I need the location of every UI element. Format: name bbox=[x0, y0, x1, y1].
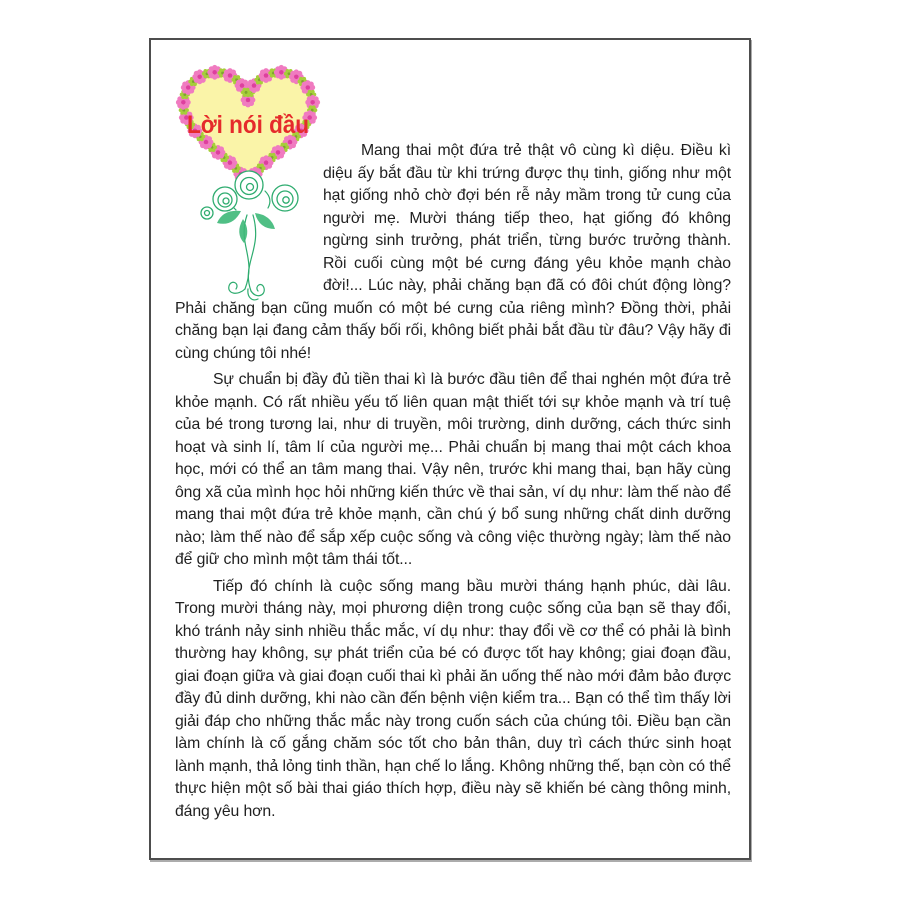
paragraph-2: Sự chuẩn bị đầy đủ tiền thai kì là bước đầu tiên để thai nghén một đứa trẻ khỏe mạnh. Có rất nhiều yếu tố liên quan mật thiết tới sự khỏe mạnh và trí tuệ của bé trong tương lai, như di truyền, môi trường, dinh dưỡng, cách thức sinh hoạt và sinh lí, tâm lí của người mẹ... Phải chuẩn bị mang thai một cách khoa học, mới có thể an tâm mang thai. Vậy nên, trước khi mang thai, bạn hãy cùng ông xã của mình học hỏi những kiến thức về thai sản, ví dụ như: làm thế nào để mang thai một đứa trẻ khỏe mạnh, cần chú ý bổ sung những chất dinh dưỡng nào; làm thế nào để sắp xếp cuộc sống và công việc thường ngày; làm thế nào để giữ cho mình một tâm thái tốt... bbox=[175, 371, 731, 568]
rose-bouquet-icon bbox=[201, 171, 298, 300]
book-page bbox=[149, 38, 751, 860]
paragraph-3: Tiếp đó chính là cuộc sống mang bầu mười tháng hạnh phúc, dài lâu. Trong mười tháng này, mọi phương diện trong cuộc sống của bạn sẽ thay đổi, khó tránh nảy sinh nhiều thắc mắc, ví dụ như: thay đổi về cơ thể có phải là bình thường hay không, sự phát triển của bé có được tốt hay không; giai đoạn đầu, giai đoạn giữa và giai đoạn cuối thai kì phải ăn uống thế nào mới đảm bảo được đầy đủ dinh dưỡng, khi nào cần đến bệnh viện kiểm tra... Bạn có thể tìm thấy lời giải đáp cho những thắc mắc này trong cuốn sách của chúng tôi. Điều bạn cần làm chính là cố gắng chăm sóc tốt cho bản thân, duy trì cách thức sinh hoạt lành mạnh, thả lỏng tinh thần, hạn chế lo lắng. Không những thế, bạn còn có thể thực hiện một số bài thai giáo thích hợp, điều này sẽ khiến bé càng thông minh, đáng yêu hơn. bbox=[175, 577, 731, 820]
preface-heart-illustration bbox=[171, 65, 321, 297]
paragraph-1: Mang thai một đứa trẻ thật vô cùng kì diệu. Điều kì diệu ấy bắt đầu từ khi trứng được thụ tinh, giống như một hạt giống nhỏ chờ đợi bén rễ nảy mầm trong tử cung của người mẹ. Mười tháng tiếp theo, hạt giống đó không ngừng sinh trưởng, phát triển, từng bước trưởng thành. Rồi cuối cùng một bé cưng đáng yêu khỏe mạnh chào đời!... Lúc này, phải chăng bạn đã có đôi chút động lòng? Phải chăng bạn cũng muốn có một bé cưng của riêng mình? Đồng thời, phải chăng bạn lại đang cảm thấy bối rối, không biết phải bắt đầu từ đâu? Vậy hãy đi cùng chúng tôi nhé! bbox=[175, 142, 731, 362]
preface-heart-badge bbox=[175, 65, 317, 297]
page-content bbox=[175, 40, 731, 823]
preface-title: Lời nói đầu bbox=[187, 111, 309, 139]
